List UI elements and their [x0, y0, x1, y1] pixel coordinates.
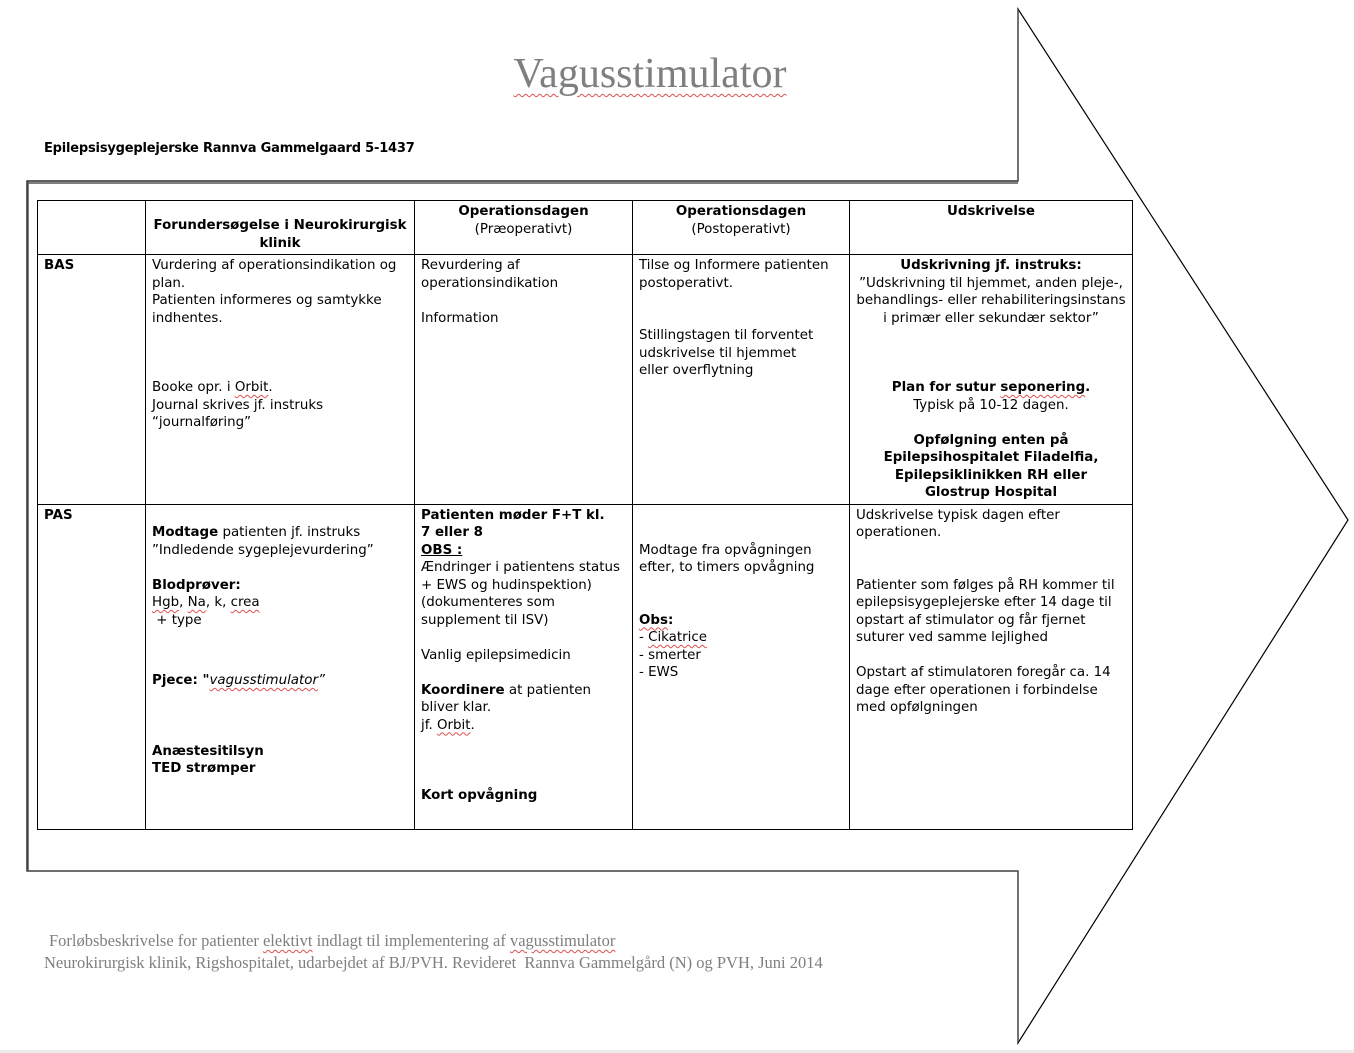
cell-text: [421, 717, 626, 735]
text-run: patienten jf. instruks: [218, 525, 361, 540]
cell-text: Information: [421, 310, 499, 326]
cell-heading: Patienten møder F+T kl. 7 eller 8: [421, 507, 605, 540]
header-title: Udskrivelse: [947, 204, 1035, 219]
list-item: - smerter: [639, 647, 701, 663]
text-run: vagusstimulator: [209, 673, 318, 688]
row-label-text: BAS: [44, 258, 75, 273]
cell-pas-udskrivelse: [850, 504, 1133, 829]
text-run: Plan for sutur: [891, 380, 1001, 395]
text-run: Cikatrice: [648, 630, 707, 645]
header-subtitle: (Postoperativt): [691, 221, 791, 237]
cell-text: + type: [152, 612, 202, 628]
cell-text: Stillingstagen til forventet udskrivelse til hjemmet eller overflytning: [639, 328, 814, 378]
cell-bas-forundersogelse: [146, 255, 415, 505]
header-title: Operationsdagen: [675, 204, 807, 219]
text-run: .: [1085, 380, 1091, 395]
cell-text: ”Udskrivning til hjemmet, anden pleje-, behandlings- eller rehabiliteringsinstans i primær eller sekundær sektor”: [856, 275, 1126, 326]
text-run: .: [268, 380, 273, 395]
footer-line-1: [44, 930, 823, 952]
text-run: Booke opr. i: [152, 380, 235, 395]
cell-heading: [856, 379, 1126, 397]
cell-heading: Opfølgning enten på Epilepsihospitalet Filadelfia, Epilepsiklinikken RH eller Glostrup Hospital: [883, 432, 1099, 500]
cell-heading: Blodprøver:: [152, 577, 241, 593]
text-run: Obs: [639, 612, 668, 628]
cell-text: [152, 379, 408, 397]
document-footer: [44, 930, 823, 974]
cell-text: [152, 524, 408, 542]
cell-bas-udskrivelse: [850, 255, 1133, 505]
list-item: [639, 629, 843, 647]
document-title-text: Vagusstimulator: [513, 51, 787, 97]
text-run: Forløbsbeskrivelse for patienter: [49, 931, 263, 950]
list-item: - EWS: [639, 665, 679, 680]
header-empty: [38, 201, 146, 255]
text-run: :: [667, 612, 674, 628]
nurse-contact: Epilepsisygeplejerske Rannva Gammelgaard 5-1437: [44, 141, 415, 156]
cell-heading: TED strømper: [152, 761, 256, 776]
header-udskrivelse: [850, 201, 1133, 255]
header-title: Operationsdagen: [458, 204, 589, 219]
row-label: [38, 255, 146, 505]
text-run: indlagt til implementering af: [312, 931, 510, 950]
cell-text: Journal skrives jf. instruks “journalføring”: [152, 397, 324, 430]
text-run: -: [639, 630, 649, 645]
cell-text: Vurdering af operationsindikation og plan.: [152, 258, 397, 291]
table-row-pas: [38, 504, 1133, 829]
text-run: Koordinere: [421, 682, 505, 698]
text-run: vagusstimulator: [509, 931, 616, 950]
text-run: crea: [230, 595, 260, 610]
cell-heading: Kort opvågning: [421, 788, 538, 803]
row-label-text: PAS: [44, 507, 73, 523]
header-subtitle: (Præoperativt): [474, 221, 573, 237]
text-run: ”: [317, 673, 325, 688]
cell-text: Revurdering af operationsindikation: [421, 258, 559, 291]
cell-text: Tilse og Informere patienten postoperativt.: [639, 258, 829, 291]
cell-text: Patienten informeres og samtykke indhentes.: [152, 293, 382, 326]
header-forundersogelse: [146, 201, 415, 255]
text-run: .: [470, 717, 475, 733]
text-run: elektivt: [262, 931, 313, 950]
cell-text: Vanlig epilepsimedicin: [421, 647, 571, 663]
text-run: , k,: [205, 595, 231, 610]
cell-pas-forundersogelse: [146, 504, 415, 829]
cell-bas-postoperativt: [633, 255, 850, 505]
cell-pas-praeoperativt: [415, 504, 633, 829]
text-run: Modtage: [152, 525, 219, 540]
cell-text: [152, 594, 408, 612]
cell-heading: OBS :: [421, 542, 463, 558]
care-plan-table: [37, 200, 1133, 830]
cell-text: [152, 672, 408, 690]
cell-pas-postoperativt: [633, 504, 850, 829]
text-run: Na: [187, 595, 206, 610]
table-header-row: [38, 201, 1133, 255]
table-row-bas: [38, 255, 1133, 505]
cell-text: Ændringer i patientens status + EWS og hudinspektion) (dokumenteres som supplement til ISV): [421, 560, 620, 628]
cell-text: Opstart af stimulatoren foregår ca. 14 dage efter operationen i forbindelse med opfølgningen: [856, 665, 1111, 715]
text-run: ,: [179, 595, 188, 610]
text-run: Orbit: [436, 717, 471, 733]
cell-bas-praeoperativt: [415, 255, 633, 505]
row-label: [38, 504, 146, 829]
cell-text: Typisk på 10-12 dagen.: [913, 397, 1069, 413]
text-run: Hgb: [152, 595, 180, 610]
text-run: Orbit: [234, 380, 269, 395]
cell-text: Udskrivelse typisk dagen efter operationen.: [856, 507, 1060, 540]
cell-heading: Udskrivning jf. instruks:: [900, 258, 1082, 273]
document-title: [0, 50, 1300, 98]
cell-text: Modtage fra opvågningen efter, to timers opvågning: [639, 542, 815, 575]
header-postoperativt: [633, 201, 850, 255]
header-praeoperativt: [415, 201, 633, 255]
text-run: at patienten bliver klar.: [421, 682, 591, 715]
text-run: Pjece: ": [152, 673, 210, 688]
text-run: seponering: [1000, 380, 1086, 395]
cell-heading: [639, 612, 843, 630]
footer-line-2: Neurokirurgisk klinik, Rigshospitalet, udarbejdet af BJ/PVH. Revideret Rannva Gammelgård (N) og PVH, Juni 2014: [44, 953, 823, 972]
text-run: jf.: [421, 717, 437, 733]
cell-text: ”Indledende sygeplejevurdering”: [152, 542, 374, 558]
cell-heading: Anæstesitilsyn: [152, 743, 264, 759]
cell-text: [421, 682, 626, 717]
header-title: Forundersøgelse i Neurokirurgisk klinik: [153, 218, 407, 251]
cell-text: Patienter som følges på RH kommer til epilepsisygeplejerske efter 14 dage til opstart af stimulator og får fjernet suturer ved samme lejlighed: [856, 577, 1115, 645]
